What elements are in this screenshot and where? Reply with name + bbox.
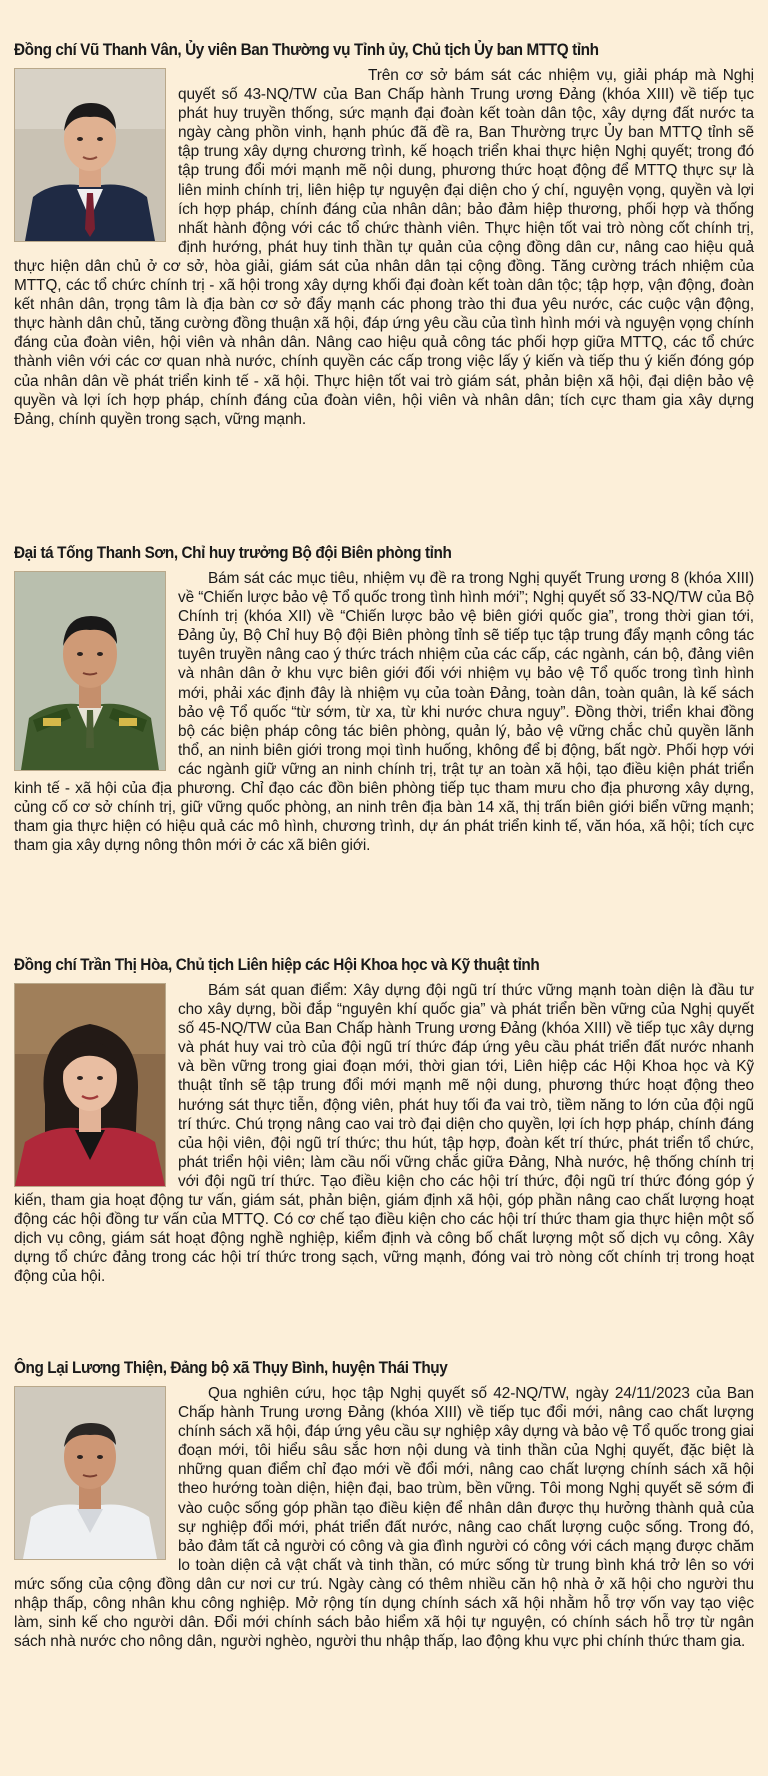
section-heading: Ông Lại Lương Thiện, Đảng bộ xã Thụy Bình, huyện Thái Thụy [14, 1359, 448, 1377]
profile-section-4 [14, 1358, 754, 1651]
section-body: Qua nghiên cứu, học tập Nghị quyết số 42-NQ/TW, ngày 24/11/2023 của Ban Chấp hành Trung ương Đảng (khóa XIII) về tiếp tục đổi mới, nâng cao chất lượng chính sách xã hội, đáp ứng yêu cầu sự nghiệp xây dựng và bảo vệ Tổ quốc trong giai đoạn mới, tôi hiểu sâu sắc hơn nội dung và tinh thần của Nghị quyết, đặc biệt là những quan điểm chỉ đạo mới về đổi mới, nâng cao chất lượng chính sách xã hội theo hướng toàn diện, hiện đại, bao trùm, bền vững. Tôi mong Nghị quyết sẽ sớm đi vào cuộc sống góp phần tạo điều kiện để nhân dân được thụ hưởng thành quả của sự nghiệp đổi mới, phát triển đất nước, nâng cao chất lượng cuộc sống. Trong đó, bảo đảm tất cả người có công và gia đình người có công với cách mạng được chăm lo toàn diện cả vật chất và tinh thần, có mức sống từ trung bình khá trở lên so với mức sống của cộng đồng dân cư nơi cư trú. Ngày càng có thêm nhiều căn hộ nhà ở xã hội cho người thu nhập thấp, công nhân khu công nghiệp. Mở rộng tín dụng chính sách xã hội nhằm hỗ trợ vốn vay tạo việc làm, sinh kế cho người dân. Đổi mới chính sách bảo hiểm xã hội tự nguyện, có chính sách hỗ trợ từ ngân sách nhà nước cho nông dân, người nghèo, người thu nhập thấp, lao động khu vực phi chính thức tham gia. [14, 1385, 754, 1651]
section-body: Bám sát quan điểm: Xây dựng đội ngũ trí thức vững mạnh toàn diện là đầu tư cho xây dựng, bồi đắp “nguyên khí quốc gia” và phát triển bền vững của Nghị quyết số 45-NQ/TW của Ban Chấp hành Trung ương Đảng (khóa XIII) về tiếp tục xây dựng và phát huy vai trò của đội ngũ trí thức đáp ứng yêu cầu phát triển đất nước nhanh và bền vững trong giai đoạn mới, thời gian tới, Liên hiệp các Hội Khoa học và Kỹ thuật tỉnh sẽ tập trung đổi mới mạnh mẽ nội dung, phương thức hoạt động theo hướng sát thực tiễn, động viên, phát huy tối đa vai trò, tiềm năng to lớn của đội ngũ trí thức. Chú trọng nâng cao vai trò đại diện cho quyền, lợi ích hợp pháp, chính đáng của hội viên, đội ngũ trí thức; thu hút, tập hợp, đoàn kết trí thức, phát triển tổ chức, phát triển hội viên; làm cầu nối vững chắc giữa Đảng, Nhà nước, hệ thống chính trị với đội ngũ trí thức. Tạo điều kiện cho các hội trí thức, đội ngũ trí thức đóng góp ý kiến, tham gia hoạt động tư vấn, giám sát, phản biện, giám định xã hội, góp phần nâng cao chất lượng hoạt động các hội đồng tư vấn của MTTQ. Có cơ chế tạo điều kiện cho các hội trí thức tham gia thực hiện một số dịch vụ công, giám sát hoạt động nghề nghiệp, kiểm định và công bố chất lượng một số dịch vụ công. Xây dựng tổ chức đảng trong các hội trí thức trong sạch, vững mạnh, đóng vai trò nòng cốt chính trị trong hoạt động của hội. [14, 982, 754, 1286]
section-heading: Đại tá Tống Thanh Sơn, Chỉ huy trưởng Bộ đội Biên phòng tỉnh [14, 544, 452, 562]
profile-section-2 [14, 543, 754, 855]
man-portrait-icon [15, 1387, 165, 1559]
officer-portrait-icon [15, 572, 165, 770]
man-portrait-icon [15, 69, 165, 241]
woman-portrait-icon [15, 984, 165, 1186]
section-heading: Đồng chí Vũ Thanh Vân, Ủy viên Ban Thường vụ Tỉnh ủy, Chủ tịch Ủy ban MTTQ tỉnh [14, 41, 599, 59]
section-body: Trên cơ sở bám sát các nhiệm vụ, giải pháp mà Nghị quyết số 43-NQ/TW của Ban Chấp hành Trung ương Đảng (khóa XIII) về tiếp tục phát huy truyền thống, sức mạnh đại đoàn kết toàn dân tộc, xây dựng đất nước ta ngày càng phồn vinh, hạnh phúc đã đề ra, Ban Thường trực Ủy ban MTTQ tỉnh sẽ tập trung xây dựng chương trình, kế hoạch triển khai thực hiện Nghị quyết; trong đó tập trung đổi mới mạnh mẽ nội dung, phương thức hoạt động để MTTQ thực sự là liên minh chính trị, liên hiệp tự nguyện đại diện cho ý chí, nguyện vọng, quyền và lợi ích hợp pháp, chính đáng của nhân dân; bảo đảm hiệp thương, phối hợp và thống nhất hành động với các tổ chức thành viên. Thực hiện tốt vai trò nòng cốt chính trị, định hướng, phát huy tinh thần tự quản của cộng đồng dân cư, nâng cao hiệu quả thực hiện dân chủ ở cơ sở, hòa giải, giám sát của nhân dân tại cộng đồng. Tăng cường trách nhiệm của MTTQ, các tổ chức chính trị - xã hội trong xây dựng khối đại đoàn kết toàn dân tộc; tập hợp, vận động, đoàn kết nhân dân, trọng tâm là địa bàn cơ sở đẩy mạnh các phong trào thi đua yêu nước, các cuộc vận động, thực hành dân chủ, tăng cường đồng thuận xã hội, đáp ứng yêu cầu của tình hình mới và nguyện vọng chính đáng của đoàn viên, hội viên và nhân dân. Nâng cao hiệu quả công tác phối hợp giữa MTTQ, các tổ chức thành viên với các cơ quan nhà nước, chính quyền các cấp trong việc lấy ý kiến và tiếp thu ý kiến đóng góp của nhân dân về phát triển kinh tế - xã hội. Thực hiện tốt vai trò giám sát, phản biện xã hội, đại diện bảo vệ quyền và lợi ích hợp pháp, chính đáng của đoàn viên, hội viên và nhân dân; tích cực tham gia xây dựng Đảng, chính quyền trong sạch, vững mạnh. [14, 67, 754, 428]
portrait-photo [14, 983, 166, 1187]
portrait-photo [14, 1386, 166, 1560]
portrait-photo [14, 68, 166, 242]
profile-section-3 [14, 955, 754, 1287]
profile-section-1 [14, 40, 754, 429]
portrait-photo [14, 571, 166, 771]
section-body: Bám sát các mục tiêu, nhiệm vụ đề ra trong Nghị quyết Trung ương 8 (khóa XIII) về “Chiến lược bảo vệ Tổ quốc trong tình hình mới”; Nghị quyết số 33-NQ/TW của Bộ Chính trị (khóa XII) về “Chiến lược bảo vệ biên giới quốc gia”, trong thời gian tới, Đảng ủy, Bộ Chỉ huy Bộ đội Biên phòng tỉnh sẽ tiếp tục tập trung đẩy mạnh công tác tuyên truyền nâng cao ý thức trách nhiệm của các cấp, các ngành, cán bộ, đảng viên và nhân dân ở khu vực biên giới đối với nhiệm vụ bảo vệ Tổ quốc trong tình hình mới, phải xác định đây là nhiệm vụ của toàn Đảng, toàn dân, toàn quân, là kế sách bảo vệ Tổ quốc “từ sớm, từ xa, từ khi nước chưa nguy”. Đồng thời, triển khai đồng bộ các biện pháp công tác biên phòng, quản lý, bảo vệ vững chắc chủ quyền lãnh thổ, an ninh biên giới trong mọi tình huống, không để bị động, bất ngờ. Phối hợp với các ngành giữ vững an ninh chính trị, trật tự an toàn xã hội, tạo điều kiện phát triển kinh tế - xã hội của địa phương. Chỉ đạo các đồn biên phòng tiếp tục tham mưu cho địa phương xây dựng, củng cố cơ sở chính trị, giữ vững quốc phòng, an ninh trên địa bàn 14 xã, thị trấn biên giới biển vững mạnh; tham gia thực hiện có hiệu quả các mô hình, chương trình, dự án phát triển kinh tế, văn hóa, xã hội; tích cực tham gia xây dựng nông thôn mới ở các xã biên giới. [14, 570, 754, 855]
section-heading: Đồng chí Trần Thị Hòa, Chủ tịch Liên hiệp các Hội Khoa học và Kỹ thuật tỉnh [14, 956, 540, 974]
